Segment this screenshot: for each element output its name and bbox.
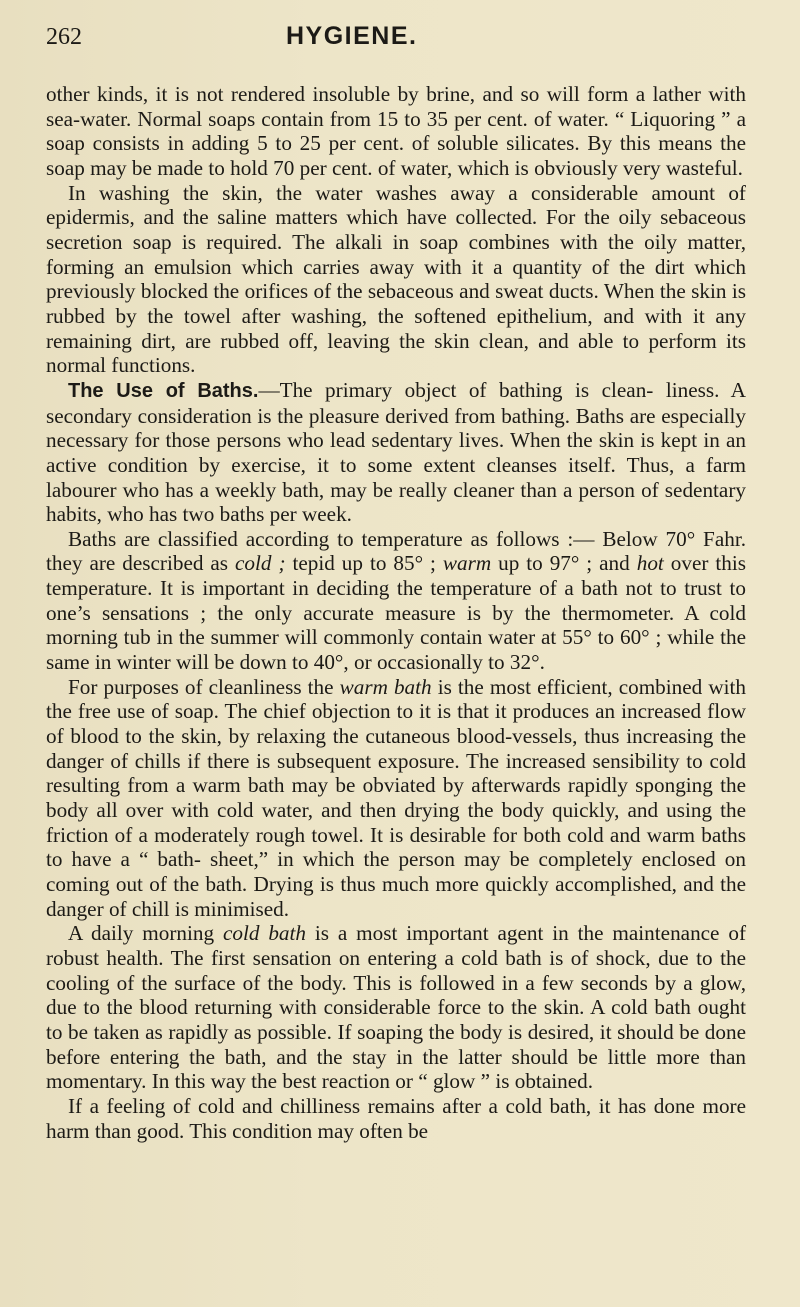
paragraph-use-of-baths	[46, 378, 746, 527]
term-warm: warm	[442, 551, 492, 576]
text-segment: Baths are classified according to temperature as follows :— Below 70° Fahr. they are described as	[46, 526, 746, 576]
text-segment: For purposes of cleanliness the	[68, 674, 340, 699]
paragraph-use-of-baths-text: —The primary object of bathing is clean- liness. A secondary consideration is the pleasure derived from bathing. Baths are especially necessary for those persons who lead sedentary lives. When the skin is kept in an active condition by exercise, it to some extent cleanses itself. Thus, a farm labourer who has a weekly bath, may be really cleaner than a person of sedentary habits, who has two baths per week.	[46, 377, 746, 527]
text-segment: is a most important agent in the maintenance of robust health. The first sensation on entering a cold bath is of shock, due to the cooling of the surface of the body. This is followed in a few seconds by a glow, due to the blood returning with considerable force to the skin. A cold bath ought to be taken as rapidly as possible. If soaping the body is desired, it should be done before entering the bath, and the stay in the latter should be little more than momentary. In this way the best reaction or “ glow ” is obtained.	[46, 921, 746, 1094]
text-segment: over this temperature. It is important in deciding the temperature of a bath not to trust to one’s sensations ; the only accurate measure is by the thermometer. A cold morning tub in the summer will commonly contain water at 55° to 60° ; while the same in winter will be down to 40°, or occasionally to 32°.	[46, 551, 746, 675]
page-header	[46, 14, 746, 66]
body-text	[46, 82, 746, 1143]
paragraph-warm-bath	[46, 675, 746, 922]
term-cold-bath: cold bath	[222, 921, 306, 946]
text-segment: A daily morning	[68, 921, 223, 946]
term-hot: hot	[636, 551, 664, 576]
paragraph-cold-bath	[46, 921, 746, 1094]
section-heading-use-of-baths: The Use of Baths.	[68, 379, 259, 402]
paragraph-bath-temperatures	[46, 527, 746, 675]
paragraph-soap-water: other kinds, it is not rendered insoluble by brine, and so will form a lather with sea-water. Normal soaps contain from 15 to 35 per cent. of water. “ Liquoring ” a soap consists in adding 5 to 25 per cent. of soluble silicates. By this means the soap may be made to hold 70 per cent. of water, which is obviously very wasteful.	[46, 82, 746, 180]
term-cold: cold ;	[235, 551, 286, 576]
term-warm-bath: warm bath	[339, 674, 432, 699]
text-segment: is the most efficient, combined with the free use of soap. The chief objection to it is that it produces an increased flow of blood to the skin, by relaxing the cutaneous blood-vessels, thus increasing the danger of chills if there is subsequent exposure. The increased sensibility to cold resulting from a warm bath may be obviated by afterwards rapidly sponging the body all over with cold water, and then drying the body quickly, and using the friction of a moderately rough towel. It is desirable for both cold and warm baths to have a “ bath- sheet,” in which the person may be completely enclosed on coming out of the bath. Drying is thus much more quickly accomplished, and the danger of chill is minimised.	[46, 674, 746, 921]
text-segment: up to 97° ; and	[491, 551, 637, 576]
paragraph-washing-skin: In washing the skin, the water washes away a considerable amount of epidermis, and the saline matters which have collected. For the oily sebaceous secretion soap is required. The alkali in soap combines with the oily matter, forming an emulsion which carries away with it a quantity of the dirt which previously blocked the orifices of the sebaceous and sweat ducts. When the skin is rubbed by the towel after washing, the softened epithelium, and with it any remaining dirt, are rubbed off, leaving the skin clean, and able to perform its normal functions.	[46, 180, 746, 378]
paragraph-chilliness: If a feeling of cold and chilliness remains after a cold bath, it has done more harm than good. This condition may often be	[46, 1093, 746, 1143]
page-number: 262	[46, 24, 82, 50]
text-segment: tepid up to 85° ;	[285, 551, 443, 576]
running-head: HYGIENE.	[286, 22, 418, 50]
